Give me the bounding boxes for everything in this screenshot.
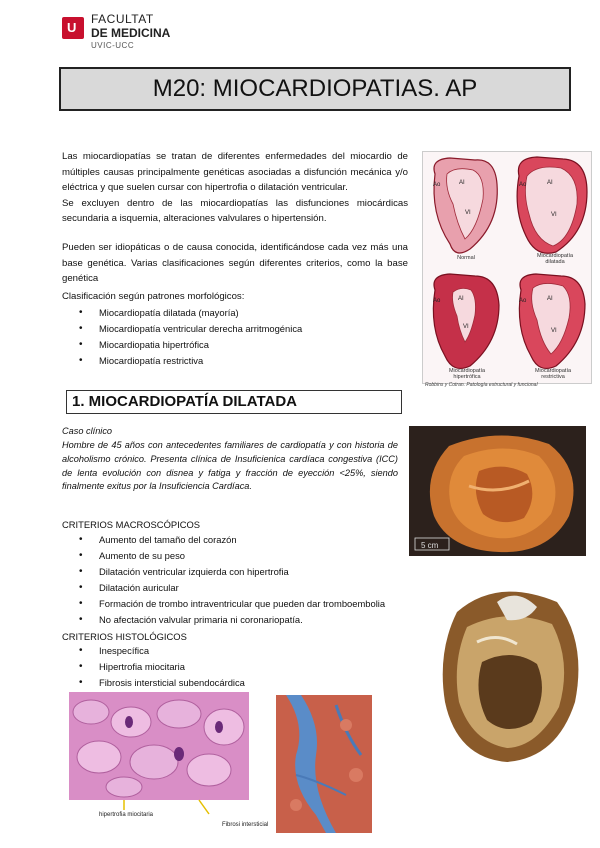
diagram-label-normal: Normal bbox=[457, 255, 475, 261]
label-vi: VI bbox=[465, 210, 471, 216]
logo-line-1: FACULTAT bbox=[91, 12, 154, 26]
label-ao: Ao bbox=[433, 182, 441, 188]
list-item: • Hipertrofia miocitaria bbox=[62, 659, 362, 675]
diagram-label-restrictive: Miocardiopatía restrictiva bbox=[534, 368, 572, 380]
list-item: • Fibrosis intersticial subendocárdica bbox=[62, 675, 362, 691]
label-vi: VI bbox=[463, 324, 469, 330]
label-ai: AI bbox=[459, 180, 465, 186]
section-header-dilated bbox=[66, 390, 402, 414]
label-ao: Ao bbox=[433, 298, 441, 304]
list-item: • No afectación valvular primaria ni coronariopatía. bbox=[62, 612, 432, 628]
scale-label: 5 cm bbox=[421, 541, 439, 550]
histology-trichrome-svg bbox=[276, 695, 372, 833]
heart-diagrams-svg bbox=[423, 152, 591, 383]
histology-caption-1: hipertrofia miocitaria bbox=[99, 812, 154, 818]
label-ao: Ao bbox=[519, 182, 527, 188]
intro-paragraphs bbox=[62, 149, 408, 227]
case-text: Hombre de 45 años con antecedentes familiares de cardiopatía y con historia de alcoholismo crónico. Presenta clínica de Insuficienica cardíaca congestiva (ICC) de lenta evolución con disnea y fatiga y fracción de eyección <25%, siendo finalmente exitus por la Insuficiencia Cardíaca. bbox=[62, 440, 398, 492]
histology-he-image bbox=[69, 692, 249, 825]
section-title: 1. MIOCARDIOPATÍA DILATADA bbox=[72, 393, 297, 410]
diagram-label-hypertrophic: Miocardiopatía hipertrófica bbox=[448, 368, 486, 380]
dilated-heart-photo bbox=[409, 426, 586, 556]
intro-paragraph-2: Se excluyen dentro de las miocardiopatías las disfunciones miocárdicas secundaria a isquemia, alteraciones valvulares o hipertensión. bbox=[62, 197, 408, 224]
macro-criteria-label: CRITERIOS MACROSCÓPICOS bbox=[62, 519, 201, 530]
label-ao: Ao bbox=[519, 298, 527, 304]
heart-section-svg bbox=[437, 582, 585, 765]
classification-label: Clasificación según patrones morfológicos: bbox=[62, 291, 245, 302]
diagram-caption: Robbins y Cotran. Patología estructural y funcional bbox=[425, 382, 538, 388]
heart-dilated bbox=[517, 157, 587, 253]
cardiomyopathy-diagram bbox=[422, 151, 592, 384]
page-title: M20: MIOCARDIOPATIAS. AP bbox=[152, 75, 478, 102]
label-vi: VI bbox=[551, 212, 557, 218]
case-label: Caso clínico bbox=[62, 426, 113, 436]
list-item: • Formación de trombo intraventricular que pueden dar tromboembolia bbox=[62, 596, 432, 612]
list-item: • Inespecífica bbox=[62, 643, 362, 659]
logo-line-2: DE MEDICINA bbox=[91, 26, 171, 40]
label-vi: VI bbox=[551, 328, 557, 334]
intro-paragraph-3: Pueden ser idiopáticas o de causa conocida, identificándose cada vez más una base genética. Varias clasificaciones según diferentes criterios, como la base genética bbox=[62, 242, 408, 284]
heart-normal bbox=[433, 158, 497, 253]
list-item: • Aumento de su peso bbox=[62, 548, 432, 564]
list-item: • Dilatación ventricular izquierda con hipertrofia bbox=[62, 564, 432, 580]
histo-criteria-label: CRITERIOS HISTOLÓGICOS bbox=[62, 631, 187, 642]
list-item: • Miocardiopatía dilatada (mayoría) bbox=[62, 305, 402, 321]
diagram-label-dilated: Miocardiopatía dilatada bbox=[536, 253, 574, 265]
list-item: • Miocardiopatía restrictiva bbox=[62, 353, 402, 369]
label-ai: AI bbox=[458, 296, 464, 302]
heart-hypertrophic bbox=[433, 274, 499, 368]
histology-caption-2: Fibrosi intersticial bbox=[222, 822, 269, 828]
histology-he-svg bbox=[69, 692, 249, 825]
list-item: • Miocardiopatia hipertrófica bbox=[62, 337, 402, 353]
page-title-box bbox=[59, 67, 571, 111]
heart-photo-svg bbox=[409, 426, 586, 556]
intro-paragraph-1: Las miocardiopatías se tratan de diferentes enfermedades del miocardio de múltiples causas principalmente genéticas asociadas a disfunción mecánica y/o eléctrica y que suelen cursar con hipertrofia o dilatación ventricular. bbox=[62, 151, 408, 193]
list-item: • Miocardiopatía ventricular derecha arritmogénica bbox=[62, 321, 402, 337]
label-ai: AI bbox=[547, 296, 553, 302]
histo-criteria-list bbox=[62, 643, 362, 691]
list-item: • Dilatación auricular bbox=[62, 580, 432, 596]
heart-restrictive bbox=[519, 274, 585, 368]
classification-list bbox=[62, 305, 402, 369]
faculty-logo-icon: U bbox=[62, 17, 84, 39]
sectioned-heart-photo bbox=[437, 582, 585, 765]
macro-criteria-list bbox=[62, 532, 432, 628]
list-item: • Aumento del tamaño del corazón bbox=[62, 532, 432, 548]
histology-trichrome-image bbox=[276, 695, 372, 833]
logo-line-3: UVIC-UCC bbox=[91, 41, 135, 50]
label-ai: AI bbox=[547, 180, 553, 186]
